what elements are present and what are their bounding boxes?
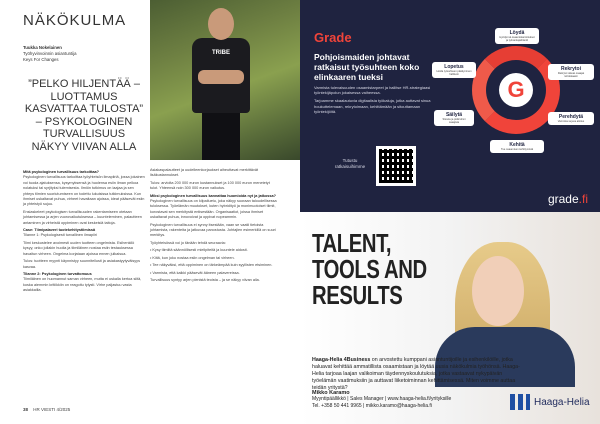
section-heading: Mitä psykologinen turvallisuus tarkoittaa? bbox=[23, 170, 99, 174]
contact-info[interactable]: Tel. +358 50 441 9965 | mikko.karamo@haaga-helia.fi bbox=[312, 402, 432, 409]
stage-desc: Hyödynnä osaamiskartoitukset ja työnantajabrändi bbox=[499, 36, 535, 43]
grade-url-tld: .fi bbox=[578, 192, 588, 206]
page-footer bbox=[23, 407, 70, 412]
stage-box-onboard bbox=[548, 112, 594, 125]
pull-quote: ”PELKO HILJENTÄÄ – LUOTTAMUS KASVATTAA TULOSTA” – PSYKOLOGINEN TURVALLISUUS NÄKYY VIIVAN ALLA bbox=[24, 78, 144, 153]
haaga-contact bbox=[312, 390, 492, 409]
haaga-body-bold: Haaga-Helia 4Business bbox=[312, 357, 371, 363]
paragraph: • Kysy tiimiltä säännöllisesti mielipiteitä ja kuuntele aidosti. bbox=[150, 248, 248, 253]
stage-title: Lopetus bbox=[444, 64, 464, 70]
stage-box-exit bbox=[432, 62, 476, 78]
stage-desc: Rekrytoi oikeat osaajat tehokkaasti bbox=[557, 72, 585, 79]
qr-code[interactable] bbox=[376, 146, 416, 186]
shirt-logo: TRIBE bbox=[212, 50, 230, 56]
section-heading: Case: Tiimipalaveri tuotekehitystiimissä bbox=[23, 228, 96, 233]
article-column-2 bbox=[150, 168, 278, 285]
paragraph: Tulos: arviolta 200 000 euron kustannukset ja 100 000 euron menetetyt tulot. Yhteensä noin 300 000 euron vaikutus. bbox=[150, 180, 270, 191]
paragraph: • Varmista, että kaikki pääsevät ääneen palavereissa. bbox=[150, 270, 240, 275]
stage-box-find bbox=[495, 28, 539, 44]
haaga-logo-icon bbox=[510, 394, 530, 410]
stage-desc: Tue osaamisen kehittymistä bbox=[500, 148, 534, 151]
author-role: Työhyvinvoinnin asiantuntija bbox=[23, 51, 77, 56]
grade-ad bbox=[300, 0, 600, 212]
paragraph: Ensiaskeleet psykologisen turvallisuuden rakentamiseen otetaan johtamisessa ja arjen vuorovaikutuksessa – kuunteleminen, palautteen antaminen ja virheistä oppiminen ovat keskeisiä taitoja. bbox=[23, 209, 142, 225]
haaga-body bbox=[312, 357, 527, 392]
contact-name: Mikko Karamo bbox=[312, 390, 350, 396]
author-org: Keys For Changes bbox=[23, 57, 59, 62]
person-head bbox=[208, 8, 234, 40]
haaga-headline bbox=[312, 230, 427, 308]
stage-title: Säilytä bbox=[445, 112, 463, 118]
stage-desc: Sitouta ja pidä kiinni osaajista bbox=[442, 118, 466, 125]
paragraph: Asiakaspalautteet ja uudelleenkorjaukset aiheuttavat merkittävät lisäkustannukset. bbox=[150, 168, 259, 178]
paragraph: Tilanne 1: Psykologisesti turvallinen ilmapiiri bbox=[23, 233, 97, 238]
stage-title: Löydä bbox=[509, 30, 525, 36]
stage-title: Rekrytoi bbox=[560, 66, 581, 72]
grade-scan-text: Tutustu ratkaisuihimme bbox=[334, 158, 366, 169]
stage-title: Kehitä bbox=[509, 142, 525, 148]
author-photo bbox=[150, 0, 300, 160]
stage-desc: Hoida työsuhteen päättyminen hallitusti bbox=[436, 70, 472, 77]
page-number: 38 bbox=[23, 407, 29, 412]
paragraph: Tiimi keskustelee avoimesti uuden tuotteen ongelmista. Esihenkilö kysyy, onko jollakin huolia ja tiimiläinen nostaa esiin testauksessa havaitun virheen. Ongelma korjataan ajoissa ennen julkaisua. bbox=[23, 240, 135, 256]
footer-text: HR VIESTI 4/2025 bbox=[33, 407, 71, 412]
stage-box-recruit bbox=[548, 64, 594, 80]
paragraph: Tiimiläinen on huomannut saman virheen, mutta ei uskalla kertoa siitä, koska aiemmin kritiikkiin on reagoitu tylysti. Virhe paljastuu vasta asiakkailla. bbox=[23, 277, 142, 293]
grade-headline: Pohjoismaiden johtavat ratkaisut työsuhteen koko elinkaaren tueksi bbox=[314, 52, 420, 82]
headline-line-1: TALENT, bbox=[312, 228, 392, 258]
haaga-logo-text: Haaga-Helia bbox=[534, 396, 590, 408]
contact-role[interactable]: Myyntipäällikkö | Sales Manager | www.haaga-helia.fi/yrityksille bbox=[312, 396, 452, 403]
grade-center-icon: G bbox=[499, 73, 533, 107]
grade-body-2: Tarjoamme skaalautuvia digitaalisia työkaluja, jotka auttavat sinua houkuttelemaan, rekrytoimaan, kehittämään ja sitouttamaan työntekijöitä. bbox=[314, 98, 431, 114]
stage-desc: Varmista sujuva aloitus bbox=[557, 120, 585, 123]
paragraph: • Kiitä, kun joku nostaa esiin ongelman tai virheen. bbox=[150, 255, 235, 260]
stage-box-develop bbox=[490, 140, 544, 153]
grade-body bbox=[314, 85, 436, 114]
haaga-logo bbox=[510, 394, 590, 410]
section-heading: Miksi psykologinen turvallisuus kannattaa huomioida nyt ja jatkossa? bbox=[150, 193, 276, 198]
stage-box-retain bbox=[434, 110, 474, 126]
paragraph: • Tee näkyväksi, että oppiminen on tärkeämpää kuin syyllisten etsiminen. bbox=[150, 263, 273, 268]
author-block bbox=[23, 45, 143, 63]
paragraph: Psykologinen turvallisuus ei synny itsestään, vaan se vaatii tietoista johtamista, rakenteita ja jatkuvaa panostusta. Johtajien esimerkillä on suuri merkitys. bbox=[150, 222, 276, 238]
paragraph: Tulos: tuotteen myynti käynnistyy suunnitellusti ja asiakastyytyväisyys kasvaa. bbox=[23, 259, 140, 269]
article-column-1 bbox=[23, 168, 145, 296]
grade-logo: Grade bbox=[314, 30, 352, 45]
author-name: Tuukka Nokelainen bbox=[23, 45, 62, 50]
person-legs bbox=[202, 110, 240, 160]
section-heading: Tilanne 2: Psykologinen turvattomuus bbox=[23, 271, 92, 276]
headline-line-3: RESULTS bbox=[312, 280, 403, 310]
grade-url[interactable] bbox=[548, 192, 588, 206]
paragraph: Psykologinen turvallisuus on kilpailuetu, joka näkyy suoraan taloudellisessa tuloksessa. Työelämän muutokset, kuten hybridityö ja monimuotoiset tiimit, korostavat sen merkitystä entisestään. Organisaatiot, joissa ihmiset uskaltavat puhua, innovoivat ja oppivat nopeammin. bbox=[150, 199, 277, 220]
grade-body-1: Varmista tulevaisuuden osaamistarpeet ja hallitse HR-strategiaasi työntekijäpolun jokaisessa vaiheessa. bbox=[314, 85, 431, 96]
page-title: NÄKÖKULMA bbox=[23, 12, 127, 29]
paragraph: Psykologinen turvallisuus tarkoittaa työyhteisön ilmapiiriä, jossa jokainen voi tuoda ajatuksensa, kysymyksensä ja huolensa esiin ilman pelkoa nolatuksi tai syrjityksi tulemisesta. Ilmiön tutkimus on laajaa ja sen yhteys tiimien suoriutumiseen on todettu lukuisissa tutkimuksissa. Kun ihmiset uskaltavat puhua, virheet havaitaan ajoissa, ideat pääsevät esiin ja yhteistyö sujuu. bbox=[23, 175, 145, 207]
paragraph: Työyhteisössä voi jo tänään tehdä seuraavia: bbox=[150, 240, 226, 245]
woman-face bbox=[472, 256, 524, 326]
person-arms bbox=[198, 70, 244, 84]
headline-line-2: TOOLS AND bbox=[312, 254, 427, 284]
stage-title: Perehdytä bbox=[558, 114, 584, 120]
haaga-body-text: on arvostettu kumppani asiantuntijoille ja esihenkilöille, jotka haluavat kehittää ammatillista osaamistaan ja löytää uusia näkökulmia työhönsä. Haaga-Helia tarjoaa laajan valikoiman täydennyskoulutuksia, jotka vastaavat nykypäivän työelämän vaatimuksiin ja auttavat liiketoiminnan kehittämisessä. Miten voimme auttaa teidän yritystä? bbox=[312, 357, 520, 391]
grade-url-main: grade bbox=[547, 192, 579, 206]
paragraph: Turvallisuus syntyy arjen pienistä teoista – ja se näkyy viivan alla. bbox=[150, 277, 260, 282]
haaga-helia-ad bbox=[300, 212, 600, 424]
